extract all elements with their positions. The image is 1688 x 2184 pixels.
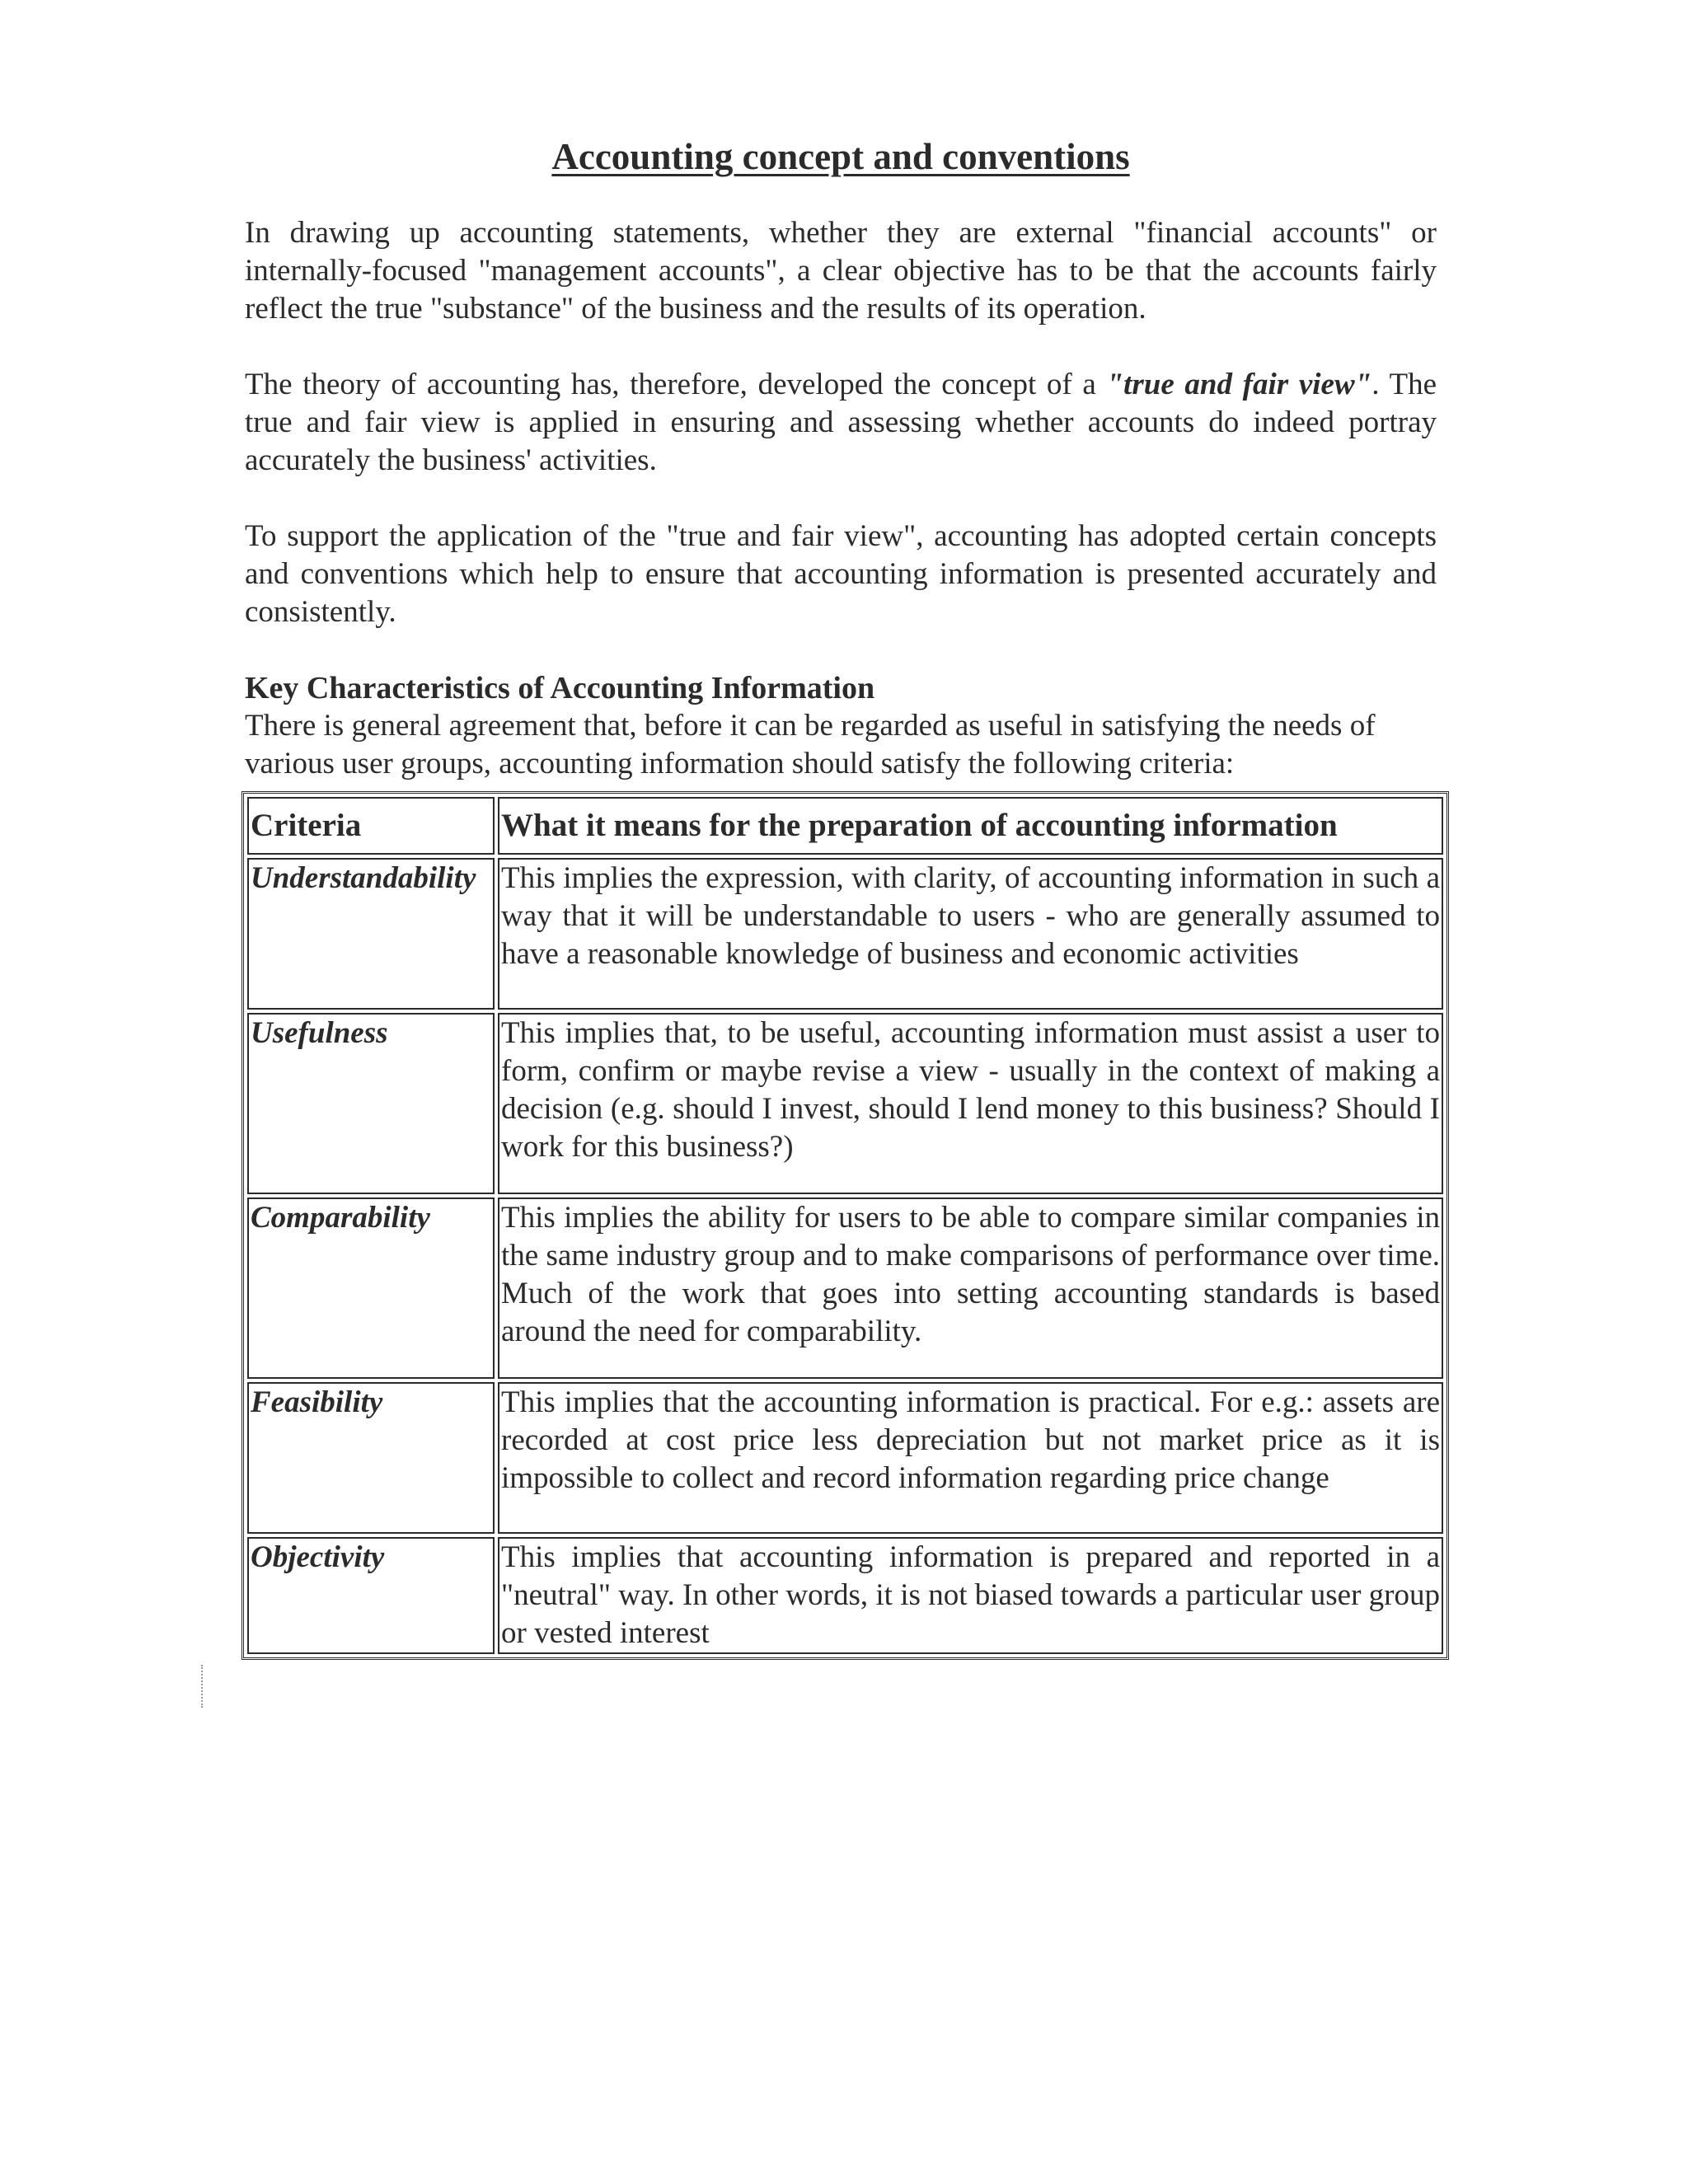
table-row xyxy=(247,1382,1443,1534)
table-row xyxy=(247,858,1443,1010)
meaning-cell: This implies that the accounting information is practical. For e.g.: assets are recorded at cost price less depreciation but not market price as it is impossible to collect and record information regarding price change xyxy=(498,1382,1443,1534)
page-title: Accounting concept and conventions xyxy=(551,136,1130,177)
paragraph-true-fair-view xyxy=(245,366,1437,480)
section-intro: There is general agreement that, before it can be regarded as useful in satisfying the needs of various user groups, accounting information should satisfy the following criteria: xyxy=(245,709,1376,780)
paragraph-concepts: To support the application of the "true and fair view", accounting has adopted certain concepts and conventions which help to ensure that accounting information is presented accurately and consistently. xyxy=(245,519,1437,629)
criteria-cell: Understandability xyxy=(247,858,495,1010)
criteria-cell: Feasibility xyxy=(247,1382,495,1534)
table-header-row xyxy=(247,797,1443,855)
meaning-cell: This implies that accounting information is prepared and reported in a "neutral" way. In other words, it is not biased towards a particular user group or vested interest xyxy=(498,1537,1443,1654)
document-page xyxy=(245,132,1437,783)
table-row xyxy=(247,1197,1443,1379)
header-criteria: Criteria xyxy=(247,797,495,855)
paragraph-text-end: . The true and fair view is applied in ensuring and assessing whether accounts do indeed portray accurately the business' activities. xyxy=(245,368,1437,477)
criteria-cell: Usefulness xyxy=(247,1013,495,1194)
meaning-cell: This implies that, to be useful, accounting information must assist a user to form, confirm or maybe revise a view - usually in the context of making a decision (e.g. should I invest, should I lend money to this business? Should I work for this business?) xyxy=(498,1013,1443,1194)
meaning-cell: This implies the expression, with clarity, of accounting information in such a way that it will be understandable to users - who are generally assumed to have a reasonable knowledge of business and economic activities xyxy=(498,858,1443,1010)
paragraph-intro: In drawing up accounting statements, whether they are external "financial accounts" or internally-focused "management accounts", a clear objective has to be that the accounts fairly reflect the true "substance" of the business and the results of its operation. xyxy=(245,216,1437,326)
true-fair-view-emphasis: "true and fair view" xyxy=(1106,368,1372,401)
criteria-cell: Objectivity xyxy=(247,1537,495,1654)
criteria-table xyxy=(241,791,1449,1660)
margin-dotted-marker xyxy=(201,1665,203,1708)
criteria-cell: Comparability xyxy=(247,1197,495,1379)
paragraph-text-start: The theory of accounting has, therefore, developed the concept of a xyxy=(245,368,1107,401)
meaning-cell: This implies the ability for users to be able to compare similar companies in the same industry group and to make comparisons of performance over time. Much of the work that goes into setting accounting standards is based around the need for comparability. xyxy=(498,1197,1443,1379)
table-row xyxy=(247,1013,1443,1194)
table-row xyxy=(247,1537,1443,1654)
header-meaning: What it means for the preparation of accounting information xyxy=(498,797,1443,855)
section-heading: Key Characteristics of Accounting Information xyxy=(245,671,875,705)
